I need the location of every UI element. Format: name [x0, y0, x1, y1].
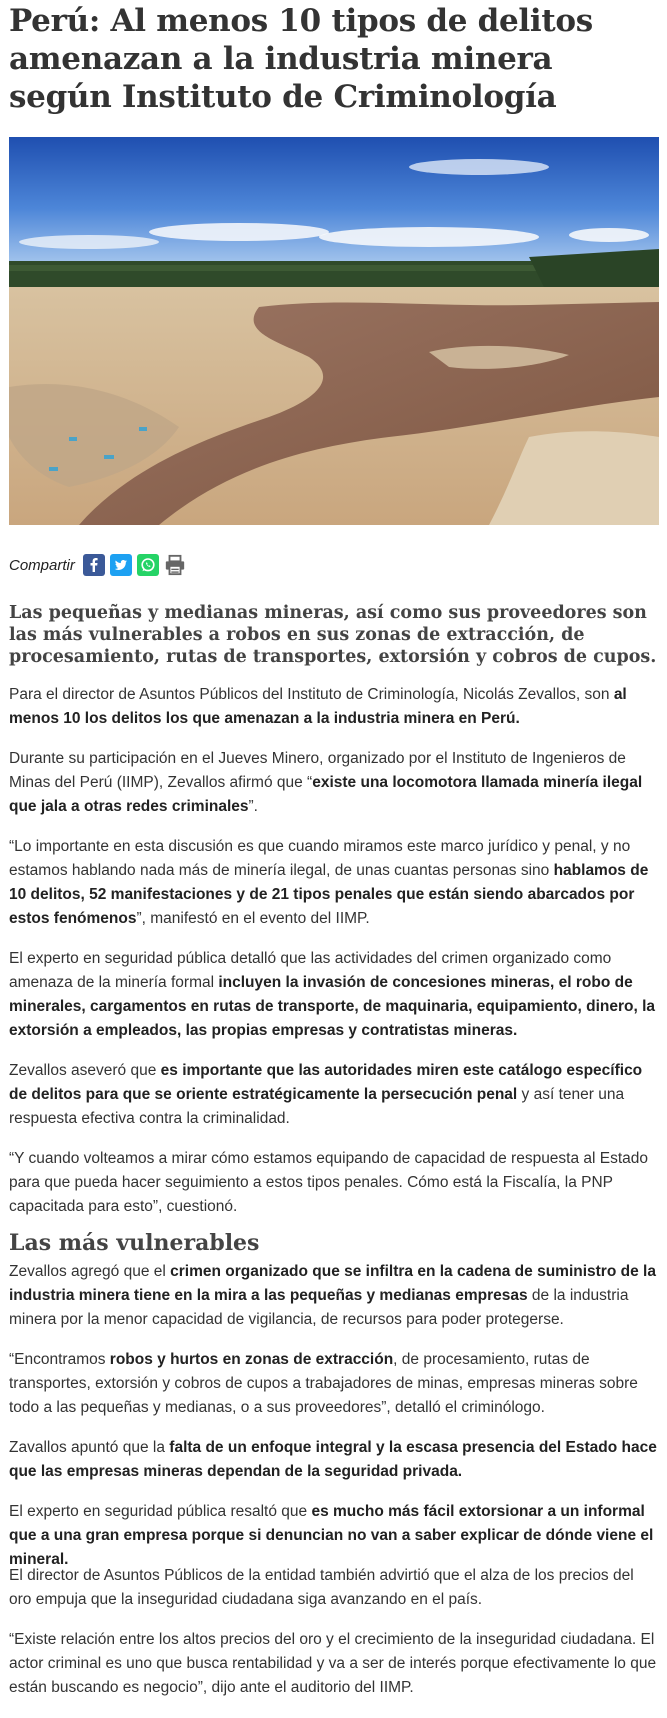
paragraph: Durante su participación en el Jueves Minero, organizado por el Instituto de Ingenieros de Minas del Perú (IIMP), Zevallos afirmó que “existe una locomotora llamada minería ilegal que jala a otras redes criminales”.	[9, 750, 643, 815]
whatsapp-icon[interactable]	[137, 554, 159, 576]
article-title: Perú: Al menos 10 tipos de delitos amenazan a la industria minera según Instituto de Criminología	[9, 3, 593, 115]
section-heading: Las más vulnerables	[9, 1230, 260, 1256]
article-body-2	[9, 1260, 659, 1702]
share-label: Compartir	[9, 556, 75, 574]
paragraph: “Existe relación entre los altos precios del oro y el crecimiento de la inseguridad ciudadana. El actor criminal es uno que busca rentabilidad y va a ser de interés porque efectivamente lo que están buscando es negocio”, dijo ante el auditorio del IIMP.	[9, 1631, 657, 1696]
article	[9, 0, 659, 1696]
paragraph: El director de Asuntos Públicos de la entidad también advirtió que el alza de los precios del oro empuja que la inseguridad ciudadana siga avanzando en el país.	[9, 1567, 634, 1608]
article-lead: Las pequeñas y medianas mineras, así como sus proveedores son las más vulnerables a robos en sus zonas de extracción, de procesamiento, rutas de transportes, extorsión y cobros de cupos.	[9, 603, 657, 667]
paragraph: El experto en seguridad pública resaltó que es mucho más fácil extorsionar a un informal que a una gran empresa porque si denuncian no van a saber explicar de dónde viene el mineral.	[9, 1503, 654, 1568]
facebook-icon[interactable]	[83, 554, 105, 576]
paragraph: “Encontramos robos y hurtos en zonas de extracción, de procesamiento, rutas de transportes, extorsión y cobros de cupos a trabajadores de minas, empresas mineras sobre todo a las pequeñas y medianas, o a sus proveedores”, detalló el criminólogo.	[9, 1351, 638, 1416]
paragraph: “Y cuando volteamos a mirar cómo estamos equipando de capacidad de respuesta al Estado para que pueda hacer seguimiento a estos tipos penales. Cómo está la Fiscalía, la PNP capacitada para esto”, cuestionó.	[9, 1150, 649, 1215]
paragraph: Zevallos aseveró que es importante que las autoridades miren este catálogo específico de delitos para que se oriente estratégicamente la persecución penal y así tener una respuesta efectiva contra la criminalidad.	[9, 1062, 643, 1127]
paragraph: Zavallos apuntó que la falta de un enfoque integral y la escasa presencia del Estado hace que las empresas mineras dependan de la seguridad privada.	[9, 1439, 657, 1480]
print-icon[interactable]	[164, 554, 186, 576]
paragraph: “Lo importante en esta discusión es que cuando miramos este marco jurídico y penal, y no estamos hablando nada más de minería ilegal, de unas cuantas personas sino hablamos de 10 delitos, 52 manifestaciones y de 21 tipos penales que están siendo abarcados por estos fenómenos”, manifestó en el evento del IIMP.	[9, 838, 649, 927]
article-body	[9, 683, 659, 1221]
hero-image	[9, 137, 659, 525]
twitter-icon[interactable]	[110, 554, 132, 576]
paragraph: El experto en seguridad pública detalló que las actividades del crimen organizado como amenaza de la minería formal incluyen la invasión de concesiones mineras, el robo de minerales, cargamentos en rutas de transporte, de maquinaria, equipamiento, dinero, la extorsión a empleados, las propias empresas y contratistas mineras.	[9, 950, 656, 1039]
paragraph: Para el director de Asuntos Públicos del Instituto de Criminología, Nicolás Zevallos, son al menos 10 los delitos los que amenazan a la industria minera en Perú.	[9, 686, 627, 727]
share-bar	[9, 552, 191, 578]
paragraph: Zevallos agregó que el crimen organizado que se infiltra en la cadena de suministro de la industria minera tiene en la mira a las pequeñas y medianas empresas de la industria minera por la menor capacidad de vigilancia, de recursos para poder protegerse.	[9, 1263, 656, 1328]
